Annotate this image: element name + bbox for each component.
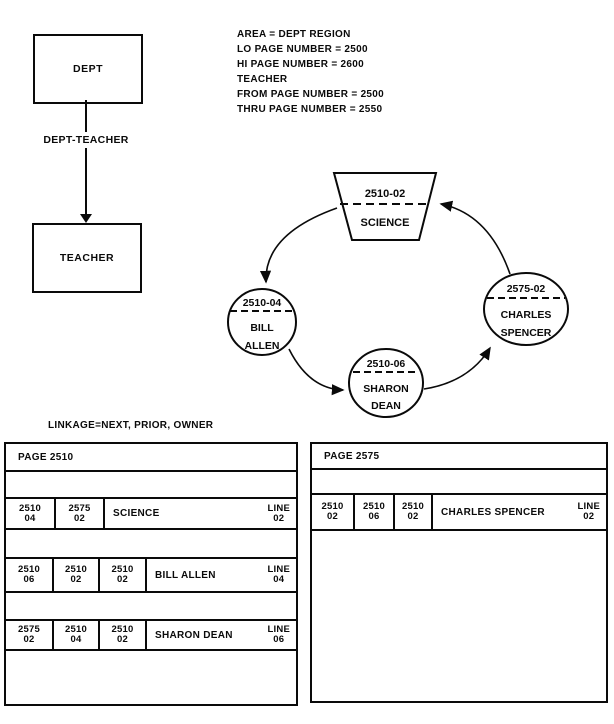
record-row-science bbox=[6, 499, 296, 530]
pointer-line: 04 bbox=[24, 512, 36, 524]
empty-row bbox=[6, 530, 296, 559]
pointer-cell bbox=[6, 559, 54, 591]
record-row-charles-spencer bbox=[312, 495, 606, 531]
record-row-bill-allen bbox=[6, 559, 296, 593]
arc-charles-to-science bbox=[441, 204, 510, 274]
pointer-cell bbox=[56, 499, 105, 528]
dept-record-box bbox=[33, 34, 143, 104]
page-header-row bbox=[6, 444, 296, 472]
page-header-row bbox=[312, 444, 606, 470]
line-number: 02 bbox=[273, 512, 285, 524]
dept-record-label: DEPT bbox=[72, 63, 103, 75]
teacher-record-label: TEACHER bbox=[59, 252, 115, 264]
line-label: LINE bbox=[267, 502, 290, 514]
record-name-cell bbox=[105, 499, 296, 528]
pointer-cell bbox=[6, 499, 56, 528]
member-dbkey: 2510-06 bbox=[366, 358, 406, 370]
record-name-cell bbox=[147, 559, 296, 591]
pointer-line: 02 bbox=[327, 511, 338, 522]
pointer-page: 2510 bbox=[363, 501, 385, 512]
member-name-line2: SPENCER bbox=[500, 327, 552, 339]
schema-line: TEACHER bbox=[237, 74, 288, 85]
pointer-cell bbox=[355, 495, 395, 529]
ring-diagram bbox=[218, 163, 614, 421]
teacher-record-box bbox=[32, 223, 142, 293]
member-name-line1: BILL bbox=[250, 322, 274, 334]
linkage-label: LINKAGE=NEXT, PRIOR, OWNER bbox=[48, 420, 214, 431]
pointer-line: 04 bbox=[70, 634, 82, 645]
schema-line: HI PAGE NUMBER = 2600 bbox=[237, 59, 364, 70]
pointer-line: 06 bbox=[23, 574, 35, 585]
page-title: PAGE 2575 bbox=[324, 450, 380, 462]
line-number: 06 bbox=[273, 634, 285, 645]
line-number: 04 bbox=[273, 574, 285, 585]
page-2510-table bbox=[4, 442, 298, 706]
set-name-label: DEPT-TEACHER bbox=[30, 132, 142, 148]
line-number-block bbox=[268, 565, 290, 585]
empty-row bbox=[6, 593, 296, 621]
empty-area bbox=[6, 651, 296, 704]
set-arrow-head-icon bbox=[80, 214, 92, 223]
pointer-page: 2575 bbox=[18, 624, 40, 635]
member-name-line1: CHARLES bbox=[500, 309, 552, 321]
pointer-page: 2510 bbox=[18, 564, 40, 575]
pointer-line: 06 bbox=[368, 511, 380, 522]
member-name-line2: ALLEN bbox=[244, 340, 280, 352]
area-schema-text bbox=[237, 27, 384, 117]
record-name: SHARON DEAN bbox=[155, 629, 233, 641]
pointer-line: 02 bbox=[117, 574, 128, 585]
line-number-block bbox=[268, 504, 290, 524]
owner-name: SCIENCE bbox=[360, 217, 410, 229]
record-name: CHARLES SPENCER bbox=[441, 506, 545, 518]
record-name-cell bbox=[433, 495, 606, 529]
member-name-line1: SHARON bbox=[363, 383, 409, 395]
line-label: LINE bbox=[267, 564, 290, 575]
pointer-cell bbox=[54, 621, 100, 649]
empty-row bbox=[6, 472, 296, 499]
pointer-line: 02 bbox=[70, 574, 82, 585]
pointer-cell bbox=[100, 621, 147, 649]
pointer-cell bbox=[6, 621, 54, 649]
set-arrow-line bbox=[85, 100, 87, 215]
line-label: LINE bbox=[267, 624, 290, 635]
owner-dbkey: 2510-02 bbox=[364, 188, 406, 200]
pointer-page: 2510 bbox=[65, 624, 87, 635]
arc-bill-to-sharon bbox=[289, 349, 343, 390]
owner-trapezoid bbox=[334, 173, 436, 240]
record-name: SCIENCE bbox=[113, 508, 160, 519]
pointer-page: 2510 bbox=[321, 501, 344, 512]
pointer-line: 02 bbox=[407, 511, 419, 522]
pointer-cell bbox=[312, 495, 355, 529]
record-name-cell bbox=[147, 621, 296, 649]
line-number: 02 bbox=[583, 511, 595, 522]
member-dbkey: 2575-02 bbox=[506, 283, 546, 295]
schema-line: LO PAGE NUMBER = 2500 bbox=[237, 44, 368, 55]
record-row-sharon-dean bbox=[6, 621, 296, 651]
arc-sharon-to-charles bbox=[424, 348, 490, 389]
pointer-page: 2510 bbox=[65, 564, 87, 575]
pointer-page: 2510 bbox=[111, 624, 134, 635]
line-label: LINE bbox=[577, 501, 600, 512]
pointer-page: 2510 bbox=[402, 501, 424, 512]
member-name-line2: DEAN bbox=[371, 400, 401, 412]
pointer-cell bbox=[54, 559, 100, 591]
line-number-block bbox=[578, 502, 600, 522]
pointer-page: 2510 bbox=[19, 502, 41, 514]
pointer-cell bbox=[100, 559, 147, 591]
record-name: BILL ALLEN bbox=[155, 569, 216, 581]
pointer-cell bbox=[395, 495, 433, 529]
arc-science-to-bill bbox=[266, 208, 337, 282]
pointer-line: 02 bbox=[117, 634, 128, 645]
schema-line: AREA = DEPT REGION bbox=[237, 29, 351, 40]
pointer-line: 02 bbox=[23, 634, 35, 645]
schema-line: THRU PAGE NUMBER = 2550 bbox=[237, 104, 383, 115]
page-2575-table bbox=[310, 442, 608, 703]
schema-line: FROM PAGE NUMBER = 2500 bbox=[237, 89, 385, 100]
page-title: PAGE 2510 bbox=[18, 451, 74, 463]
line-number-block bbox=[268, 625, 290, 645]
empty-area bbox=[312, 531, 606, 701]
pointer-line: 02 bbox=[74, 512, 85, 524]
pointer-page: 2510 bbox=[111, 564, 134, 575]
pointer-page: 2575 bbox=[68, 502, 91, 514]
empty-row bbox=[312, 470, 606, 495]
member-dbkey: 2510-04 bbox=[242, 297, 282, 309]
